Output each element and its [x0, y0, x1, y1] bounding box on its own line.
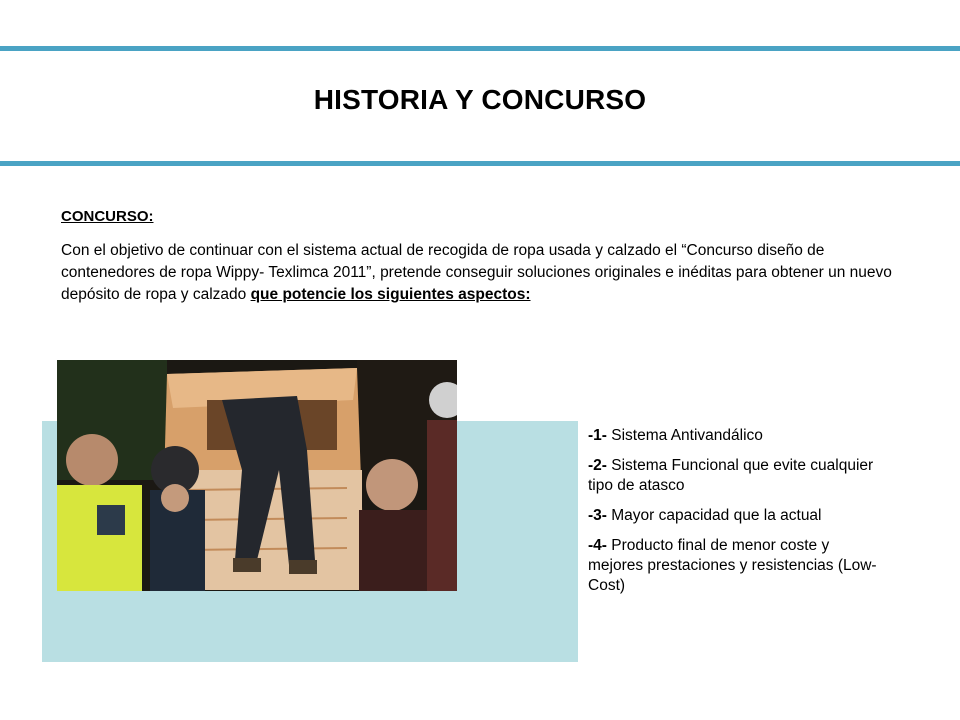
aspect-number: -2-: [588, 457, 607, 474]
title-divider: [0, 161, 960, 166]
top-divider: [0, 46, 960, 51]
aspect-number: -3-: [588, 507, 607, 524]
section-heading: CONCURSO:: [61, 208, 154, 225]
aspect-item-4: [588, 536, 888, 596]
aspect-text: Producto final de menor coste y mejores prestaciones y resistencias (Low-Cost): [588, 537, 877, 594]
aspect-text: Sistema Antivandálico: [606, 427, 763, 444]
intro-paragraph: [61, 240, 906, 306]
intro-text: Con el objetivo de continuar con el sistema actual de recogida de ropa usada y calzado el “Concurso diseño de contenedores de ropa Wippy- Texlimca 2011”, pretende conseguir soluciones originales e inéditas para obtener un nuevo depósito de ropa y calzado: [61, 242, 892, 303]
page-title: HISTORIA Y CONCURSO: [313, 84, 647, 115]
aspect-number: -4-: [588, 537, 607, 554]
aspects-list: [588, 426, 888, 606]
aspect-text: Mayor capacidad que la actual: [606, 507, 822, 524]
aspect-text: Sistema Funcional que evite cualquier tipo de atasco: [588, 457, 874, 494]
photo-illustration: [57, 360, 457, 591]
intro-emphasis: que potencie los siguientes aspectos:: [250, 286, 531, 303]
aspect-number: -1-: [588, 427, 607, 444]
aspect-item-1: [588, 426, 888, 446]
aspect-item-2: [588, 456, 888, 496]
aspect-item-3: [588, 506, 888, 526]
container-rescue-photo: [57, 360, 457, 591]
